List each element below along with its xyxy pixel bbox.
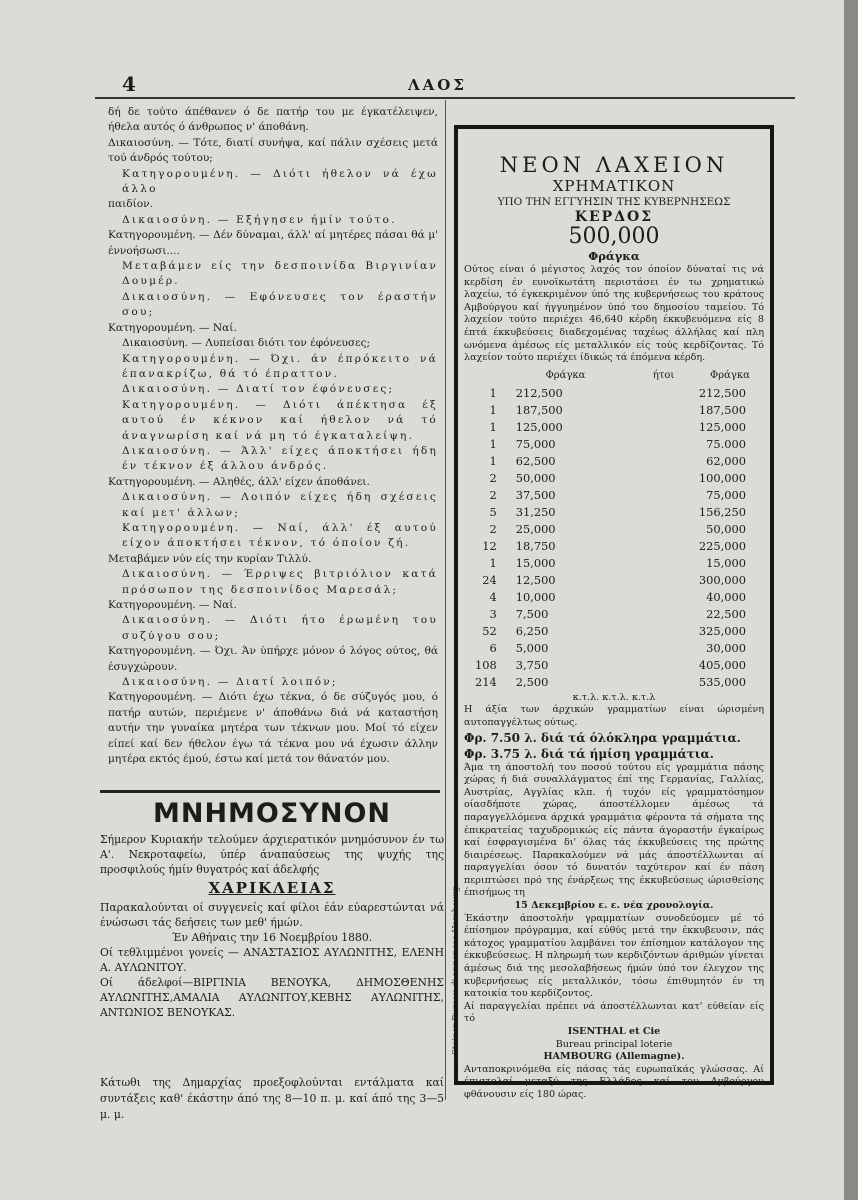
prize-row	[464, 470, 764, 487]
memorial-siblings: Οί άδελφοί—ΒΙΡΓΙΝΙΑ ΒΕΝΟΥΚΑ, ΔΗΜΟΣΘΕΝΗΣ ΑΥΛΩΝΙΤΗΣ,ΑΜΑΛΙΑ ΑΥΛΩΝΙΤΟΥ,ΚΕΒΗΣ ΑΥΛΩΝΙΤΗΣ, ΑΝΤΩΝΙΟΣ ΒΕΝΟΥΚΑΣ.	[100, 976, 444, 1019]
prize-total: 535,000	[698, 674, 746, 689]
prize-amount: 75,000	[515, 436, 556, 451]
dialogue-line: Κατηγορουμένη. — Αληθές, άλλ' είχεν άποθάνει.	[108, 475, 370, 488]
prize-count: 6	[489, 640, 497, 655]
dialogue-line: Κατηγορουμένη. — Όχι. άν έπρόκειτο νά έπανακρίζω, θά τό έπραττον.	[122, 352, 438, 380]
prize-amount: 31,250	[515, 504, 556, 519]
prize-count: 1	[489, 419, 497, 434]
prize-row	[464, 521, 764, 538]
dialogue-line: Δικαιοσύνη. — Εξήγησεν ήμίν τούτο.	[122, 213, 397, 226]
dialogue-line: Δικαιοσύνη. — Διατί λοιπόν;	[122, 676, 338, 689]
dialogue-line: παιδίον.	[108, 198, 153, 211]
ad-guarantee: ΥΠΟ ΤΗΝ ΕΓΓΥΗΣΙΝ ΤΗΣ ΚΥΒΕΡΝΗΣΕΩΣ	[497, 196, 731, 208]
prize-amount: 5,000	[515, 640, 549, 655]
prize-total: 125,000	[698, 419, 746, 434]
prize-amount: 212,500	[515, 385, 563, 400]
prize-total: 75,000	[706, 487, 746, 502]
ad-title: ΝΕΟΝ ΛΑΧΕΙΟΝ	[499, 153, 729, 177]
memorial-heading: ΜΝΗΜΟΣΥΝΟΝ	[152, 798, 392, 829]
prize-amount: 15,000	[515, 555, 556, 570]
ad-city: HAMBOURG (Allemagne).	[543, 1051, 685, 1063]
ad-subtitle: ΧΡΗΜΑΤΙΚΟΝ	[552, 177, 676, 195]
municipal-notice: Κάτωθι της Δημαρχίας προεξοφλούνται εντάλματα καί συντάξεις καθ' έκάστην άπό της 8—10 π. μ. καί άπό της 3—5 μ. μ.	[100, 1076, 444, 1121]
ad-price-full: Φρ. 7.50 λ. διά τά όλόκληρα γραμμάτια.	[464, 730, 741, 745]
prize-total: 325,000	[698, 623, 746, 638]
prize-count: 108	[474, 657, 497, 672]
prize-amount: 187,500	[515, 402, 563, 417]
ad-prize-amount: 500,000	[568, 224, 660, 249]
prize-total: 405,000	[698, 657, 746, 672]
prize-count: 3	[489, 606, 497, 621]
dialogue-line: Δικαιοσύνη. — Λοιπόν είχες ήδη σχέσεις καί μετ' άλλων;	[122, 491, 438, 519]
dialogue-line: δή δε τούτο άπέθανεν ό δε πατήρ του με έγκατέλειψεν, ήθελα αυτός ό άνθρωπος ν' άποθάνη.	[108, 106, 438, 134]
prize-count: 2	[489, 487, 497, 502]
dialogue-line: Κατηγορουμένη. — Διότι ήθελον νά έχω άλλο	[122, 167, 438, 196]
page-number: 4	[122, 72, 136, 96]
prize-row	[464, 640, 764, 657]
ad-etc: κ.τ.λ. κ.τ.λ. κ.τ.λ	[572, 691, 656, 703]
column-header: Φράγκα	[710, 369, 750, 381]
dialogue-line: Δικαιοσύνη. — Λυπείσαι διότι τον έφόνευσες;	[122, 337, 371, 350]
prize-count: 1	[489, 453, 497, 468]
ad-body: Έκάστην άποστολήν γραμματίων συνοδεύομεν μέ τό έπίσημον πρόγραμμα, καί εύθύς μετά την έκκυβευσιν, πάς κάτοχος γραμματίου λαμβάνει τον έπίσημον κατάλογον της έκκυβεύσεως. Η πληρωμή των κερδιζόντων άριθμών γίνεται άμέσως διά της μεσολαβήσεως ήμών ύπό τον έλεγχον της κυβερνήσεως είς μεταλλικόν, τόσω έπιθυμητόν έν τη κατοικία του κερδίζοντος.	[464, 912, 764, 1000]
prize-row	[464, 555, 764, 572]
dialogue-line: Δικαιοσύνη. — Διότι ήτο έρωμένη του συζύγου σου;	[122, 614, 438, 642]
prize-amount: 125,000	[515, 419, 563, 434]
prize-total: 100,000	[698, 470, 746, 485]
prize-row	[464, 453, 764, 470]
ad-prize-label: ΚΕΡΔΟΣ	[574, 209, 654, 225]
dialogue-line: Δικαιοσύνη. — Διατί τον έφόνευσες;	[122, 383, 395, 396]
prize-total: 50,000	[706, 521, 746, 536]
prize-total: 212,500	[698, 385, 746, 400]
prize-amount: 18,750	[515, 538, 556, 553]
ad-body: Αί παραγγελίαι πρέπει νά άποστέλλωνται κατ' εύθείαν είς τό	[464, 1000, 764, 1025]
prize-row	[464, 572, 764, 589]
prize-total: 30,000	[706, 640, 746, 655]
prize-amount: 10,000	[515, 589, 556, 604]
prize-count: 1	[489, 402, 497, 417]
memorial-text: Σήμερον Κυριακήν τελούμεν άρχιερατικόν μνημόσυνον έν τω Α'. Νεκροταφείω, ύπέρ άναπαύσεως της ψυχής της προσφιλούς ήμίν θυγατρός καί άδελφής	[100, 833, 444, 876]
prize-row	[464, 657, 764, 674]
prize-amount: 12,500	[515, 572, 556, 587]
prize-total: 22,500	[706, 606, 746, 621]
prize-amount: 6,250	[515, 623, 549, 638]
dialogue-line: Κατηγορουμένη. — Όχι. Άν ύπήρχε μόνον ό λόγος ούτος, θά έσυγχώρουν.	[108, 645, 438, 673]
ad-footer: Ανταποκρινόμεθα είς πάσας τάς ευρωπαϊκάς γλώσσας. Αί έπιστολαί μεταξύ της Ελλάδος καί του Αμβούργου φθάνουσιν είς 180 ώρας.	[464, 1063, 764, 1100]
prize-total: 75.000	[706, 436, 746, 451]
prize-row	[464, 436, 764, 453]
prize-total: 156,250	[698, 504, 746, 519]
prize-count: 4	[489, 589, 497, 604]
dialogue-line: Δικαιοσύνη. — Εφόνευσες τον έραστήν σου;	[122, 290, 438, 319]
prize-count: 1	[489, 555, 497, 570]
prize-amount: 3,750	[515, 657, 549, 672]
prize-row	[464, 606, 764, 623]
prize-amount: 2,500	[515, 674, 549, 689]
dialogue-line: Κατηγορουμένη. — Ναί.	[108, 599, 237, 611]
prize-rows	[464, 385, 764, 691]
prize-count: 24	[482, 572, 497, 587]
ad-value-note: Η άξία των άρχικών γραμματίων είναι ώρισμένη αυτοπαγγέλτως ούτως.	[464, 704, 764, 728]
prize-amount: 37,500	[515, 487, 556, 502]
dialogue-line: Δικαιοσύνη. — Έρριψες βιτριόλιον κατά πρόσωπον της δεσποινίδος Μαρεσάλ;	[122, 568, 438, 596]
prize-total: 62,000	[706, 453, 746, 468]
prize-row	[464, 674, 764, 691]
ad-body: Άμα τη άποστολή του ποσού τούτου είς γραμμάτια πάσης χώρας ή διά συναλλάγματος έπί της Γερμανίας, Γαλλίας, Αυστρίας, Αγγλίας κλπ. ή τυχόν είς γραμματόσημον οίασδήποτε χώρας, άποστέλλομεν άμέσως τά παραγγελλόμενα άρχικά γραμμάτια φέροντα τά σήματα της έπικρατείας ταχυδρομικώς είς πάντα άγοραστήν έγκαίρως καί έσφραγισμένα δι' όλας τάς έκκυβεύσεις της πρώτης διαιρέσεως. Παρακαλούμεν νά μάς άποστέλλωνται αί παραγγελίαι όσον τό δυνατόν ταχύτερον καί έν πάση περιπτώσει πρό της ένάρξεως της έκκυβεύσεως ώρισθείσης έπισήμως τη	[464, 761, 764, 899]
prize-count: 5	[489, 504, 497, 519]
newspaper-title: ΛΑΟΣ	[408, 76, 467, 94]
dialogue-line: Κατηγορουμένη. — Διότι έχω τέκνα, ό δε σύζυγός μου, ό πατήρ αυτών, περιέμενε ν' άποθάνω διά νά καταστήση αυτήν την γυναίκα μητέρα των τέκνων μου. Μοί τό είχεν είπεί καί δεν ήθελον έγω τά τέκνα μου νά έχωσιν άλλην μητέρα εκτός έμού, έστω καί μετά τον θάνατόν μου.	[108, 691, 438, 766]
page-edge	[844, 0, 858, 1200]
prize-amount: 62,500	[515, 453, 556, 468]
ad-firm: ISENTHAL et Cie	[567, 1026, 661, 1037]
prize-count: 1	[489, 436, 497, 451]
imprint-text: Steiner Bureau d' annonces Hambourg	[451, 886, 461, 1055]
prize-row	[464, 385, 764, 402]
dialogue-line: Κατηγορουμένη. — Ναί, άλλ' έξ αυτού είχον άποκτήσει τέκνον, τό όποίον ζή.	[122, 521, 438, 550]
memorial-parents: Οί τεθλιμμένοι γονείς — ΑΝΑΣΤΑΣΙΟΣ ΑΥΛΩΝΙΤΗΣ, ΕΛΕΝΗ Α. ΑΥΛΩΝΙΤΟΥ.	[100, 946, 444, 974]
header-rule	[95, 97, 795, 99]
dialogue-line: Κατηγορουμένη. — Ναί.	[108, 321, 237, 334]
ad-bureau: Bureau principal loterie	[555, 1038, 673, 1050]
prize-row	[464, 538, 764, 555]
prize-row	[464, 589, 764, 606]
prize-row	[464, 487, 764, 504]
memorial-date: Έν Αθήναις την 16 Νοεμβρίου 1880.	[171, 931, 373, 944]
memorial-text: Παρακαλούνται οί συγγενείς καί φίλοι έάν εύαρεστώνται νά ένώσωσι τάς δεήσεις των μεθ' ήμών.	[100, 901, 444, 929]
prize-total: 40,000	[706, 589, 746, 604]
prize-table	[464, 366, 764, 691]
dialogue-line: Δικαιοσύνη. — Τότε, διατί συνήψα, καί πάλιν σχέσεις μετά τού άνδρός τούτου;	[108, 136, 438, 165]
prize-total: 15,000	[706, 555, 746, 570]
prize-total: 300,000	[698, 572, 746, 587]
prize-total: 225,000	[698, 538, 746, 553]
memorial-name: ΧΑΡΙΚΛΕΙΑΣ	[208, 879, 336, 897]
ad-body: Ούτος είναι ό μέγιστος λαχός τον όποίον δύναταί τις νά κερδίση έν ευνοϊκωτάτη περιστάσει έν τω χρηματικώ λαχείω, τό έγκεκριμένον ύπό της κυβερνήσεως του κράτους Αμβούργου καί ήγγυημένον ύπό του δημοσίου ταμείου. Τό λαχείον τούτο περιέχει 46,640 κέρδη έκκυβευόμενα είς 8 έπτά έκκυβεύσεις διαδεχομένας ταχέως άλλήλας καί πλη ωνόμενα άμέσως είς μεταλλικόν είς τούς κερδίζοντας. Τό λαχείον τούτο περιέχει ίδικώς τά έπόμενα κέρδη.	[464, 264, 764, 364]
dialogue-column	[108, 105, 438, 785]
prize-row	[464, 623, 764, 640]
prize-count: 2	[489, 470, 497, 485]
prize-count: 1	[489, 385, 497, 400]
prize-amount: 50,000	[515, 470, 556, 485]
prize-count: 2	[489, 521, 497, 536]
prize-table-header	[464, 366, 764, 385]
ad-currency: Φράγκα	[588, 249, 640, 263]
column-header: ήτοι	[652, 369, 675, 381]
section-rule	[100, 790, 440, 793]
ad-price-half: Φρ. 3.75 λ. διά τά ήμίση γραμμάτια.	[464, 746, 714, 761]
prize-count: 214	[474, 674, 497, 689]
page-header	[0, 70, 858, 100]
dialogue-line: Κατηγορουμένη. — Διότι άπέκτησα έξ αυτού έν κέκνον καί ήθελον νά τό άναγνωρίση καί νά μη τό έγκαταλείψη.	[122, 398, 438, 442]
ad-draw-date: 15 Δεκεμβρίου ε. ε. νέα χρονολογία.	[514, 900, 714, 912]
prize-row	[464, 402, 764, 419]
prize-total: 187,500	[698, 402, 746, 417]
dialogue-line: Μεταβάμεν νύν είς την κυρίαν Τιλλύ.	[108, 552, 312, 565]
prize-row	[464, 419, 764, 436]
prize-row	[464, 504, 764, 521]
prize-count: 12	[482, 538, 497, 553]
prize-amount: 25,000	[515, 521, 556, 536]
dialogue-line: Μεταβάμεν είς την δεσποινίδα Βιργινίαν Δουμέρ.	[122, 260, 438, 288]
memorial-notice	[100, 798, 444, 1020]
dialogue-line: Δικαιοσύνη. — Άλλ' είχες άποκτήσει ήδη έν τέκνον έξ άλλου άνδρός.	[122, 444, 438, 473]
dialogue-line: Κατηγορουμένη. — Δέν δύναμαι, άλλ' αί μητέρες πάσαι θά μ' έννοήσωσι....	[108, 229, 438, 257]
prize-amount: 7,500	[515, 606, 549, 621]
lottery-advertisement	[454, 125, 774, 1100]
prize-count: 52	[482, 623, 497, 638]
column-header: Φράγκα	[545, 369, 586, 381]
